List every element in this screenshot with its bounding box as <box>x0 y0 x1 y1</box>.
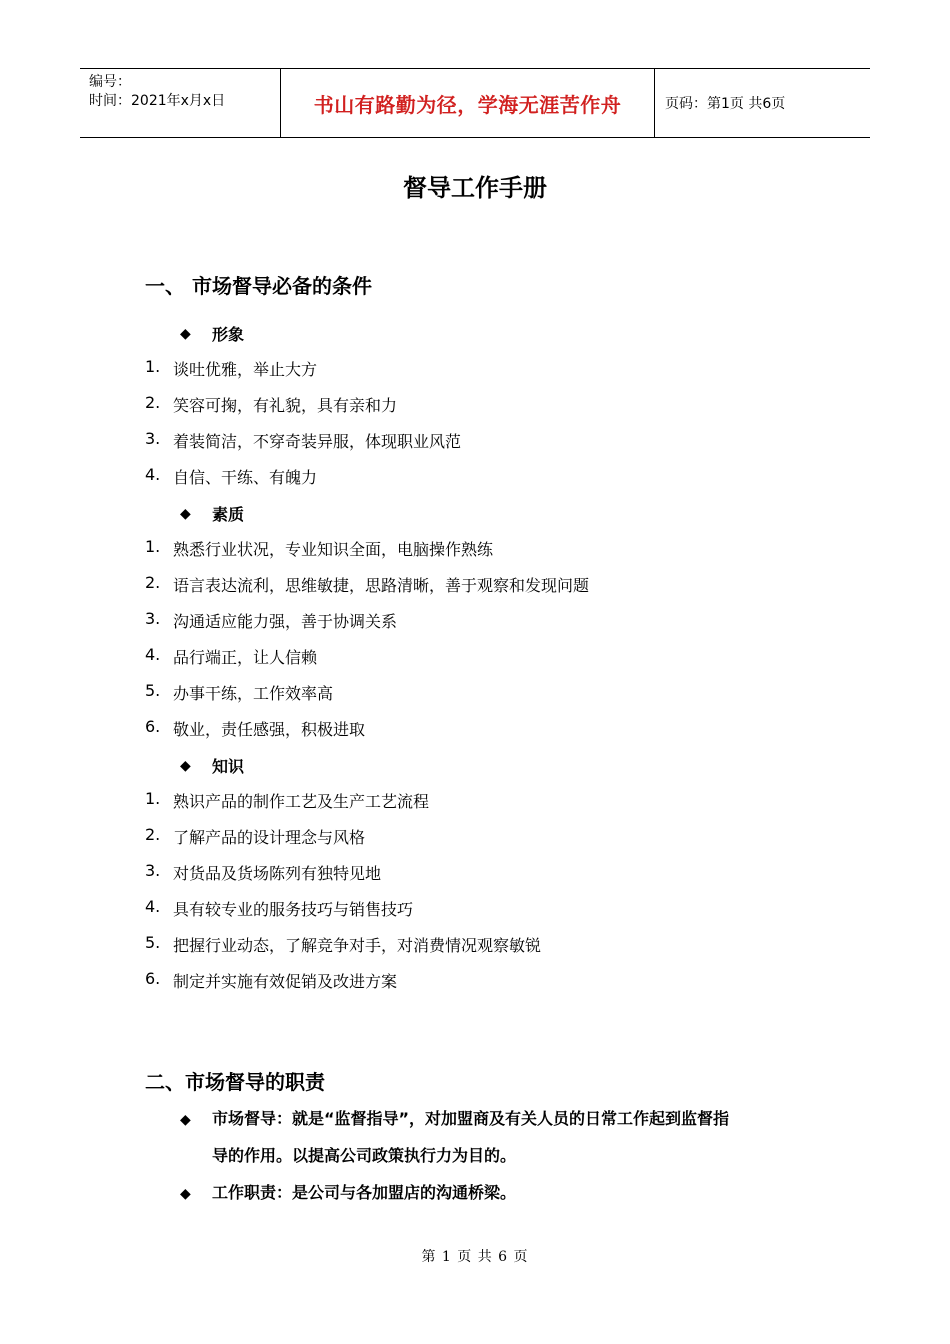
list-item: 3. 沟通适应能力强，善于协调关系 <box>145 609 398 631</box>
diamond-bullet-icon: ◆ <box>180 325 191 342</box>
diamond-bullet-icon: ◆ <box>180 1112 191 1128</box>
list-item: 3. 对货品及货场陈列有独特见地 <box>145 861 382 883</box>
list-item: 1. 谈吐优雅，举止大方 <box>145 357 318 379</box>
header-table <box>80 68 870 138</box>
group-heading-image: ◆ 形象 <box>180 325 245 344</box>
header-motto-cell <box>281 69 655 137</box>
list-item: 6. 敬业，责任感强，积极进取 <box>145 717 366 739</box>
list-item: 2. 笑容可掬，有礼貌，具有亲和力 <box>145 393 398 415</box>
document-title: 督导工作手册 <box>403 174 547 202</box>
list-item: 4. 具有较专业的服务技巧与销售技巧 <box>145 897 414 919</box>
time-label: 时间：2021年x月x日 <box>89 93 226 109</box>
list-item: 1. 熟悉行业状况，专业知识全面，电脑操作熟练 <box>145 537 494 559</box>
number-label: 编号： <box>89 74 131 90</box>
diamond-bullet-icon: ◆ <box>180 1186 191 1202</box>
duty-paragraph-2: ◆ 工作职责：是公司与各加盟店的沟通桥梁。 <box>180 1183 517 1202</box>
list-item: 5. 办事干练，工作效率高 <box>145 681 334 703</box>
page-label: 页码：第1页 共6页 <box>665 96 786 112</box>
group-heading-knowledge: ◆ 知识 <box>180 757 245 776</box>
section2-heading: 二、市场督导的职责 <box>145 1070 325 1094</box>
list-item: 1. 熟识产品的制作工艺及生产工艺流程 <box>145 789 430 811</box>
list-item: 4. 品行端正，让人信赖 <box>145 645 318 667</box>
section1-heading: 一、 市场督导必备的条件 <box>145 274 372 298</box>
list-item: 6. 制定并实施有效促销及改进方案 <box>145 969 398 991</box>
list-item: 2. 了解产品的设计理念与风格 <box>145 825 366 847</box>
motto: 书山有路勤为径，学海无涯苦作舟 <box>313 92 622 117</box>
diamond-bullet-icon: ◆ <box>180 505 191 522</box>
list-item: 2. 语言表达流利，思维敏捷，思路清晰，善于观察和发现问题 <box>145 573 590 595</box>
duty-paragraph-1-continued: 导的作用。以提高公司政策执行力为目的。 <box>212 1146 517 1165</box>
list-item: 5. 把握行业动态，了解竞争对手，对消费情况观察敏锐 <box>145 933 542 955</box>
duty-paragraph-1: ◆ 市场督导：就是“监督指导”，对加盟商及有关人员的日常工作起到监督指 <box>180 1109 730 1128</box>
list-item: 3. 着装简洁，不穿奇装异服，体现职业风范 <box>145 429 462 451</box>
page-footer: 第 1 页 共 6 页 <box>421 1249 529 1265</box>
list-item: 4. 自信、干练、有魄力 <box>145 465 318 487</box>
header-left-cell <box>80 69 281 137</box>
diamond-bullet-icon: ◆ <box>180 757 191 774</box>
group-heading-quality: ◆ 素质 <box>180 505 245 524</box>
header-page-cell <box>655 69 870 137</box>
